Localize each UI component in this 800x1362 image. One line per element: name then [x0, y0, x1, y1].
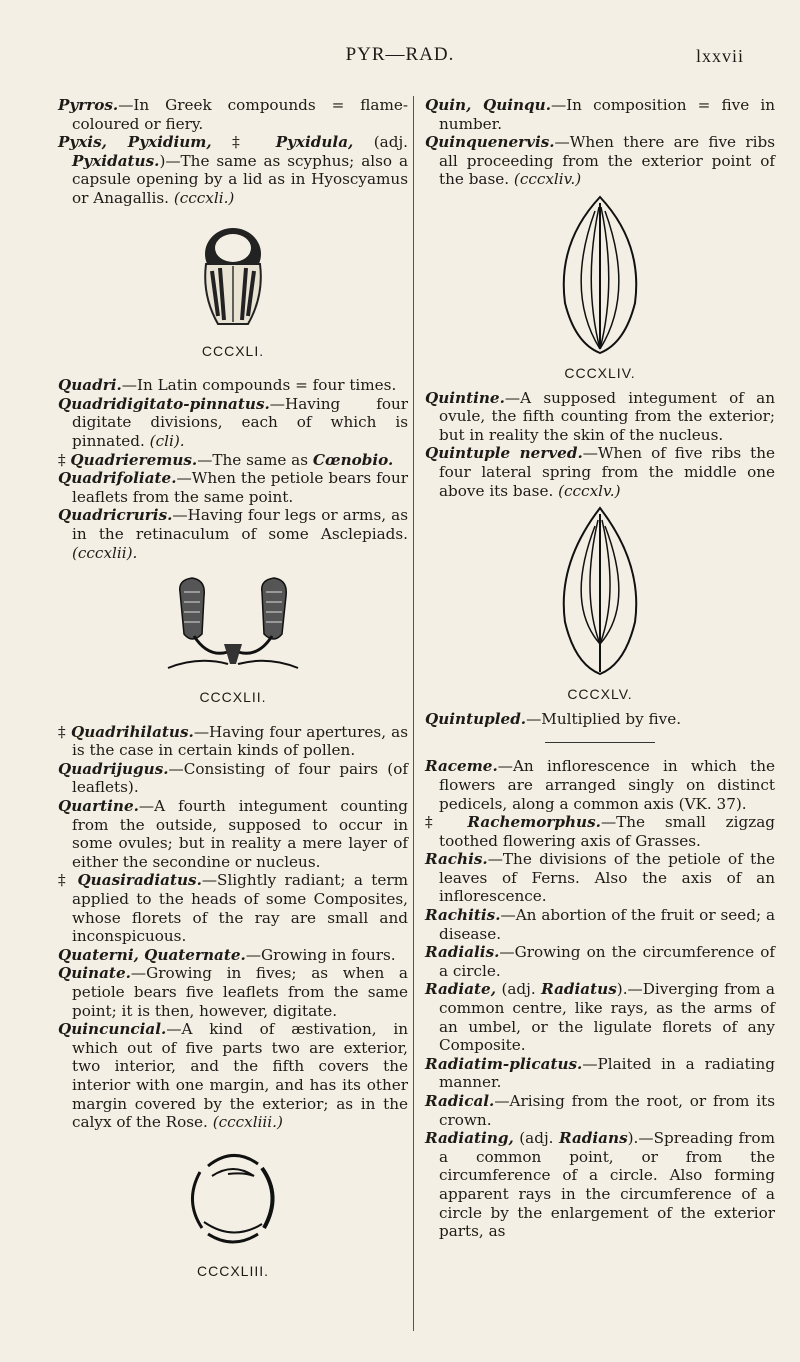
- figure-quinquenervis: [425, 193, 775, 383]
- running-title: PYR—RAD.: [345, 44, 455, 65]
- figure-caption: CCCXLII.: [199, 689, 267, 706]
- entry-raceme: Raceme.—An inflorescence in which the flowers are arranged singly on distinct pedicels, along a common axis (VK. 37).: [425, 757, 775, 813]
- entry-quinquenervis: Quinquenervis.—When there are five ribs all proceeding from the exterior point of the base. (cccxliv.): [425, 133, 775, 189]
- figure-pyxidium: [58, 216, 408, 361]
- quintuple-nerved-leaf-illustration: [555, 504, 645, 679]
- entry-radical: Radical.—Arising from the root, or from its crown.: [425, 1092, 775, 1129]
- entry-quadrifoliate: Quadrifoliate.—When the petiole bears four leaflets from the same point.: [58, 469, 408, 506]
- pyxidium-illustration: [188, 216, 278, 336]
- retinaculum-illustration: [158, 572, 308, 682]
- entry-quintuple-nerved: Quintuple nerved.—When of five ribs the four lateral spring from the middle one above its base. (cccxlv.): [425, 444, 775, 500]
- entry-pyxis: Pyxis, Pyxidium, ‡ Pyxidula, (adj. Pyxidatus.)—The same as scyphus; also a capsule opening by a lid as in Hyoscyamus or Anagallis. (cccxli.): [58, 133, 408, 207]
- section-rule: [545, 742, 655, 743]
- entry-quintine: Quintine.—A supposed integument of an ovule, the fifth counting from the exterior; but in reality the skin of the nucleus.: [425, 388, 775, 444]
- figure-quintuple-nerved: [425, 504, 775, 704]
- entry-quaterni: Quaterni, Quaternate.—Growing in fours.: [58, 945, 396, 964]
- left-column: [58, 96, 408, 1286]
- entry-quadri: Quadri.—In Latin compounds = four times.: [58, 376, 397, 395]
- right-column: [425, 96, 775, 1241]
- entry-rachis: Rachis.—The divisions of the petiole of the leaves of Ferns. Also the axis of an inflorescence.: [425, 850, 775, 906]
- page-header: [0, 44, 800, 74]
- entry-quasiradiatus: ‡ Quasiradiatus.—Slightly radiant; a term applied to the heads of some Composites, whose florets of the ray are small and inconspicuous.: [58, 871, 408, 946]
- entry-quadricruris: Quadricruris.—Having four legs or arms, as in the retinaculum of some Asclepiads. (cccxlii).: [58, 506, 408, 562]
- figure-quincuncial: [58, 1146, 408, 1281]
- five-ribbed-leaf-illustration: [555, 193, 645, 358]
- page-number: lxxvii: [695, 46, 744, 66]
- quincuncial-illustration: [178, 1146, 288, 1256]
- entry-pyrros: Pyrros.—In Greek compounds = flame-coloured or fiery.: [58, 96, 408, 133]
- entry-quincuncial: Quincuncial.—A kind of æstivation, in which out of five parts two are exterior, two interior, and the fifth covers the interior with one margin, and has its other margin covered by the exterior; as in the calyx of the Rose. (cccxliii.): [58, 1020, 408, 1132]
- entry-quinate: Quinate.—Growing in fives; as when a petiole bears five leaflets from the same point; it is then, however, digitate.: [58, 964, 408, 1020]
- entry-radiating: Radiating, (adj. Radians).—Spreading from a common point, or from the circumference of a circle. Also forming apparent rays in the circumference of a circle by the enlargement of the exterior parts, as: [425, 1129, 775, 1241]
- entry-radialis: Radialis.—Growing on the circumference of a circle.: [425, 943, 775, 980]
- entry-quartine: Quartine.—A fourth integument counting from the outside, supposed to occur in some ovules; but in reality a mere layer of either the secondine or nucleus.: [58, 797, 408, 871]
- figure-caption: CCCXLIV.: [564, 364, 636, 381]
- entry-radiatim-plicatus: Radiatim-plicatus.—Plaited in a radiating manner.: [425, 1054, 775, 1092]
- figure-caption: CCCXLIII.: [196, 1262, 269, 1279]
- figure-caption: CCCXLI.: [201, 342, 265, 359]
- entry-quadrijugus: Quadrijugus.—Consisting of four pairs (of leaflets).: [58, 759, 408, 797]
- entry-quin: Quin, Quinqu.—In composition = five in number.: [425, 96, 775, 133]
- figure-retinaculum: [58, 572, 408, 707]
- entry-quadrihilatus: ‡ Quadrihilatus.—Having four apertures, as is the case in certain kinds of pollen.: [58, 722, 408, 760]
- entry-quintupled: Quintupled.—Multiplied by five.: [425, 709, 682, 728]
- entry-quadrieremus: ‡ Quadrieremus.—The same as Cœnobio.: [58, 450, 394, 469]
- entry-radiate: Radiate, (adj. Radiatus).—Diverging from a common centre, like rays, as the arms of an umbel, or the ligulate florets of any Composite.: [425, 980, 775, 1055]
- figure-caption: CCCXLV.: [567, 686, 633, 703]
- entry-quadridigitato-pinnatus: Quadridigitato-pinnatus.—Having four digitate divisions, each of which is pinnated. (cli).: [58, 394, 408, 450]
- column-divider: [413, 96, 414, 1331]
- entry-rachitis: Rachitis.—An abortion of the fruit or seed; a disease.: [425, 906, 775, 943]
- entry-rachemorphus: ‡ Rachemorphus.—The small zigzag toothed flowering axis of Grasses.: [425, 813, 775, 850]
